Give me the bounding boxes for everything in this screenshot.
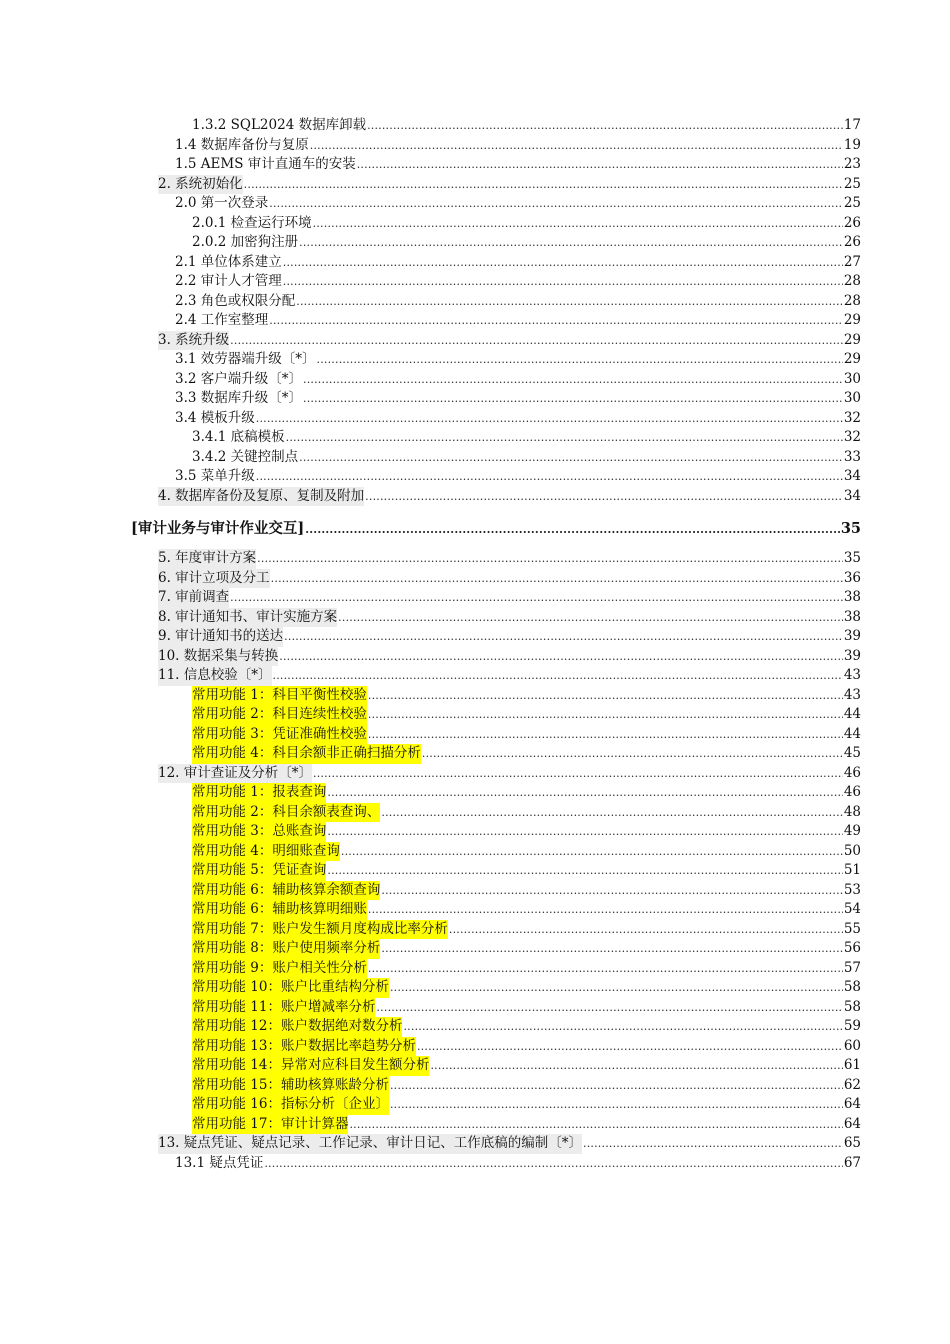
toc-entry[interactable] <box>0 842 950 862</box>
dot-leader <box>256 467 843 487</box>
toc-page-number: 35 <box>843 550 861 566</box>
toc-entry-title: 1.5 AEMS 审计直通车的安装 <box>175 156 356 172</box>
toc-entry[interactable] <box>0 155 950 175</box>
toc-entry-title: 2.0.1 检查运行环境 <box>192 214 312 231</box>
dot-leader <box>376 998 842 1018</box>
dot-leader <box>368 959 843 979</box>
toc-page-number: 34 <box>843 468 861 484</box>
dot-leader <box>310 136 843 156</box>
toc-entry-title: 常用功能 17：审计计算器 <box>192 1115 348 1135</box>
dot-leader <box>244 175 843 195</box>
dot-leader <box>327 783 842 803</box>
toc-entry[interactable] <box>0 959 950 979</box>
dot-leader <box>390 1095 843 1115</box>
toc-entry[interactable] <box>0 647 950 667</box>
toc-entry-title: 常用功能 12：账户数据绝对数分析 <box>192 1017 402 1037</box>
toc-entry-title: 常用功能 6：辅助核算明细账 <box>192 900 367 920</box>
dot-leader <box>269 311 843 331</box>
dot-leader <box>341 842 843 862</box>
dot-leader <box>449 920 843 940</box>
toc-page-number: 54 <box>843 901 861 917</box>
toc-entry-title: 常用功能 11：账户增减率分析 <box>192 998 375 1018</box>
toc-entry-title: 11. 信息校验〔*〕 <box>158 666 272 686</box>
toc-entry-title: 常用功能 10：账户比重结构分析 <box>192 978 389 998</box>
dot-leader <box>303 389 843 409</box>
toc-entry[interactable] <box>0 1134 950 1154</box>
dot-leader <box>417 1037 843 1057</box>
toc-entry[interactable] <box>0 331 950 351</box>
dot-leader <box>365 487 843 507</box>
toc-entry-title: 2.0 第一次登录 <box>175 195 269 211</box>
toc-entry-title: 3.2 客户端升级〔*〕 <box>175 370 303 387</box>
toc-entry-title: 2.4 工作室整理 <box>175 312 269 328</box>
toc-entry[interactable] <box>0 666 950 686</box>
dot-leader <box>271 569 843 589</box>
dot-leader <box>390 978 843 998</box>
toc-page-number: 44 <box>843 725 861 742</box>
dot-leader <box>230 588 843 608</box>
toc-entry-title: 常用功能 2：科目余额表查询、 <box>192 803 380 823</box>
dot-leader <box>390 1076 843 1096</box>
toc-page-number: 65 <box>843 1135 861 1151</box>
dot-leader <box>381 881 842 901</box>
toc-entry[interactable] <box>0 292 950 312</box>
toc-page-number: 64 <box>843 1115 861 1132</box>
toc-entry-title: 13.1 疑点凭证 <box>175 1154 264 1171</box>
toc-page-number: 57 <box>843 959 861 976</box>
dot-leader <box>381 939 842 959</box>
toc-entry-title: 2.2 审计人才管理 <box>175 273 282 289</box>
toc-entry-title: 常用功能 15：辅助核算账龄分析 <box>192 1076 389 1096</box>
dot-leader <box>349 1115 842 1135</box>
toc-entry[interactable] <box>0 1095 950 1115</box>
dot-leader <box>368 705 843 725</box>
dot-leader <box>317 350 843 370</box>
toc-page-number: 43 <box>843 686 861 703</box>
toc-entry-title: 常用功能 14：异常对应科目发生额分析 <box>192 1056 429 1076</box>
dot-leader <box>305 517 840 540</box>
dot-leader <box>283 272 843 292</box>
toc-entry[interactable] <box>0 1037 950 1057</box>
dot-leader <box>368 686 843 706</box>
dot-leader <box>273 666 843 686</box>
dot-leader <box>303 370 843 390</box>
dot-leader <box>368 725 843 745</box>
toc-page-number: 58 <box>843 998 861 1015</box>
toc-page-number: 29 <box>843 312 861 328</box>
toc-page-number: 53 <box>843 881 861 898</box>
toc-page-number: 35 <box>840 520 861 537</box>
toc-entry-title: 3.4 模板升级 <box>175 409 255 426</box>
toc-page-number: 29 <box>843 331 861 348</box>
toc-entry[interactable] <box>0 822 950 842</box>
toc-entry-title: 3.5 菜单升级 <box>175 468 255 484</box>
toc-entry-title: 2.1 单位体系建立 <box>175 253 282 270</box>
toc-page-number: 27 <box>843 253 861 270</box>
toc-entry-title: 3.4.2 关键控制点 <box>192 448 299 465</box>
toc-entry[interactable] <box>0 389 950 409</box>
dot-leader <box>283 253 843 273</box>
toc-entry-title: 1.3.2 SQL2024 数据库卸载 <box>192 117 367 133</box>
toc-entry[interactable] <box>0 939 950 959</box>
toc-entry[interactable] <box>0 588 950 608</box>
toc-entry[interactable] <box>0 467 950 487</box>
toc-entry[interactable] <box>0 686 950 706</box>
toc-page-number: 61 <box>843 1057 861 1073</box>
dot-leader <box>368 900 843 920</box>
table-of-contents <box>0 116 950 1173</box>
toc-entry[interactable] <box>0 272 950 292</box>
toc-page-number: 67 <box>843 1154 861 1171</box>
toc-page-number: 39 <box>843 628 861 644</box>
toc-entry[interactable] <box>0 627 950 647</box>
toc-page-number: 64 <box>843 1096 861 1112</box>
toc-page-number: 26 <box>843 234 861 250</box>
toc-page-number: 33 <box>843 448 861 465</box>
dot-leader <box>286 428 843 448</box>
toc-page-number: 19 <box>843 136 861 153</box>
dot-leader <box>296 292 843 312</box>
toc-page-number: 60 <box>843 1037 861 1054</box>
toc-entry[interactable] <box>0 881 950 901</box>
toc-page-number: 48 <box>843 803 861 820</box>
toc-page-number: 26 <box>843 214 861 231</box>
toc-entry[interactable] <box>0 487 950 507</box>
toc-entry[interactable] <box>0 978 950 998</box>
toc-entry[interactable] <box>0 311 950 331</box>
toc-entry-title: 3.4.1 底稿模板 <box>192 429 285 445</box>
toc-page-number: 55 <box>843 920 861 937</box>
toc-entry[interactable] <box>0 803 950 823</box>
toc-entry[interactable] <box>0 253 950 273</box>
toc-entry-title: 3. 系统升级 <box>158 331 229 351</box>
toc-entry[interactable] <box>0 1154 950 1174</box>
toc-entry[interactable] <box>0 409 950 429</box>
dot-leader <box>422 744 843 764</box>
toc-entry[interactable] <box>0 1115 950 1135</box>
dot-leader <box>313 764 843 784</box>
toc-entry[interactable] <box>0 136 950 156</box>
toc-entry[interactable] <box>0 448 950 468</box>
dot-leader <box>583 1134 843 1154</box>
toc-entry-title: 常用功能 3：凭证准确性校验 <box>192 725 367 745</box>
toc-page-number: 46 <box>843 784 861 800</box>
dot-leader <box>357 155 843 175</box>
toc-page-number: 34 <box>843 487 861 504</box>
toc-page-number: 39 <box>843 647 861 664</box>
toc-page-number: 28 <box>843 273 861 289</box>
dot-leader <box>430 1056 842 1076</box>
toc-page-number: 28 <box>843 292 861 309</box>
toc-entry[interactable] <box>0 1076 950 1096</box>
toc-page-number: 50 <box>843 842 861 859</box>
dot-leader <box>230 331 843 351</box>
toc-entry-title: 常用功能 7：账户发生额月度构成比率分析 <box>192 920 448 940</box>
dot-leader <box>299 448 843 468</box>
dot-leader <box>381 803 842 823</box>
toc-page-number: 58 <box>843 979 861 995</box>
toc-entry[interactable] <box>0 783 950 803</box>
toc-entry[interactable] <box>0 233 950 253</box>
toc-page-number: 49 <box>843 823 861 839</box>
toc-entry-title: 7. 审前调查 <box>158 588 229 608</box>
toc-page-number: 56 <box>843 940 861 956</box>
toc-entry-title: 常用功能 5：凭证查询 <box>192 861 326 881</box>
toc-page-number: 17 <box>843 117 861 133</box>
toc-entry-title: 常用功能 1：科目平衡性校验 <box>192 686 367 706</box>
toc-page-number: 25 <box>843 195 861 211</box>
toc-entry-title: 13. 疑点凭证、疑点记录、工作记录、审计日记、工作底稿的编制〔*〕 <box>158 1134 582 1154</box>
toc-entry-title: 常用功能 4：科目余额非正确扫描分析 <box>192 744 421 764</box>
toc-page-number: 25 <box>843 175 861 192</box>
toc-entry[interactable] <box>0 194 950 214</box>
toc-entry[interactable] <box>0 900 950 920</box>
toc-page-number: 30 <box>843 390 861 406</box>
toc-entry-title: 6. 审计立项及分工 <box>158 569 270 589</box>
toc-entry[interactable] <box>0 175 950 195</box>
toc-entry-title: 8. 审计通知书、审计实施方案 <box>158 608 337 628</box>
toc-page-number: 62 <box>843 1076 861 1093</box>
toc-entry-title: 12. 审计查证及分析〔*〕 <box>158 764 312 784</box>
dot-leader <box>338 608 843 628</box>
dot-leader <box>257 549 843 569</box>
toc-page-number: 46 <box>843 764 861 781</box>
toc-entry[interactable] <box>0 116 950 136</box>
toc-page-number: 29 <box>843 351 861 367</box>
toc-page-number: 38 <box>843 608 861 625</box>
toc-page-number: 43 <box>843 667 861 683</box>
toc-entry-title: 常用功能 8：账户使用频率分析 <box>192 939 380 959</box>
dot-leader <box>264 1154 842 1174</box>
toc-entry-title: 4. 数据库备份及复原、复制及附加 <box>158 487 364 507</box>
toc-entry-title: 3.1 效劳器端升级〔*〕 <box>175 351 316 367</box>
toc-entry-title: 常用功能 9：账户相关性分析 <box>192 959 367 979</box>
toc-entry[interactable] <box>0 861 950 881</box>
toc-entry-title: 常用功能 4：明细账查询 <box>192 842 340 862</box>
toc-page-number: 36 <box>843 569 861 586</box>
toc-entry[interactable] <box>0 744 950 764</box>
dot-leader <box>327 822 842 842</box>
toc-entry[interactable] <box>0 370 950 390</box>
toc-entry[interactable] <box>0 998 950 1018</box>
toc-entry-title: 3.3 数据库升级〔*〕 <box>175 390 303 406</box>
toc-page-number: 32 <box>843 409 861 426</box>
toc-entry-title: 2.3 角色或权限分配 <box>175 292 296 309</box>
toc-entry[interactable] <box>0 764 950 784</box>
dot-leader <box>403 1017 842 1037</box>
toc-entry-title: 2.0.2 加密狗注册 <box>192 234 299 250</box>
toc-entry-title: 9. 审计通知书的送达 <box>158 627 283 647</box>
toc-page-number: 59 <box>843 1018 861 1034</box>
toc-entry[interactable] <box>0 705 950 725</box>
dot-leader <box>327 861 842 881</box>
toc-entry-title: 2. 系统初始化 <box>158 175 243 195</box>
toc-entry[interactable] <box>0 1017 950 1037</box>
dot-leader <box>256 409 843 429</box>
toc-entry-title: 5. 年度审计方案 <box>158 549 256 569</box>
toc-page-number: 23 <box>843 156 861 172</box>
toc-page-number: 51 <box>843 862 861 878</box>
toc-entry[interactable] <box>0 725 950 745</box>
dot-leader <box>284 627 843 647</box>
dot-leader <box>279 647 843 667</box>
dot-leader <box>367 116 843 136</box>
toc-entry[interactable] <box>0 569 950 589</box>
toc-entry-title: 常用功能 2：科目连续性校验 <box>192 705 367 725</box>
toc-entry[interactable] <box>0 1056 950 1076</box>
toc-section-heading[interactable] <box>0 517 950 540</box>
toc-entry[interactable] <box>0 920 950 940</box>
toc-entry[interactable] <box>0 608 950 628</box>
toc-page-number: 44 <box>843 706 861 722</box>
toc-page-number: 30 <box>843 370 861 387</box>
toc-entry-title: 常用功能 1：报表查询 <box>192 783 326 803</box>
toc-page-number: 38 <box>843 589 861 605</box>
toc-entry-title: [审计业务与审计作业交互] <box>131 520 305 537</box>
toc-page-number: 32 <box>843 429 861 445</box>
dot-leader <box>269 194 843 214</box>
toc-entry-title: 常用功能 6：辅助核算余额查询 <box>192 881 380 901</box>
dot-leader <box>313 214 843 234</box>
toc-entry[interactable] <box>0 214 950 234</box>
toc-entry[interactable] <box>0 428 950 448</box>
dot-leader <box>299 233 843 253</box>
toc-entry-title: 10. 数据采集与转换 <box>158 647 278 667</box>
toc-entry[interactable] <box>0 549 950 569</box>
toc-entry[interactable] <box>0 350 950 370</box>
toc-entry-title: 常用功能 3：总账查询 <box>192 822 326 842</box>
toc-entry-title: 常用功能 16：指标分析〔企业〕 <box>192 1095 389 1115</box>
toc-entry-title: 常用功能 13：账户数据比率趋势分析 <box>192 1037 416 1057</box>
toc-entry-title: 1.4 数据库备份与复原 <box>175 136 309 153</box>
toc-page-number: 45 <box>843 745 861 761</box>
